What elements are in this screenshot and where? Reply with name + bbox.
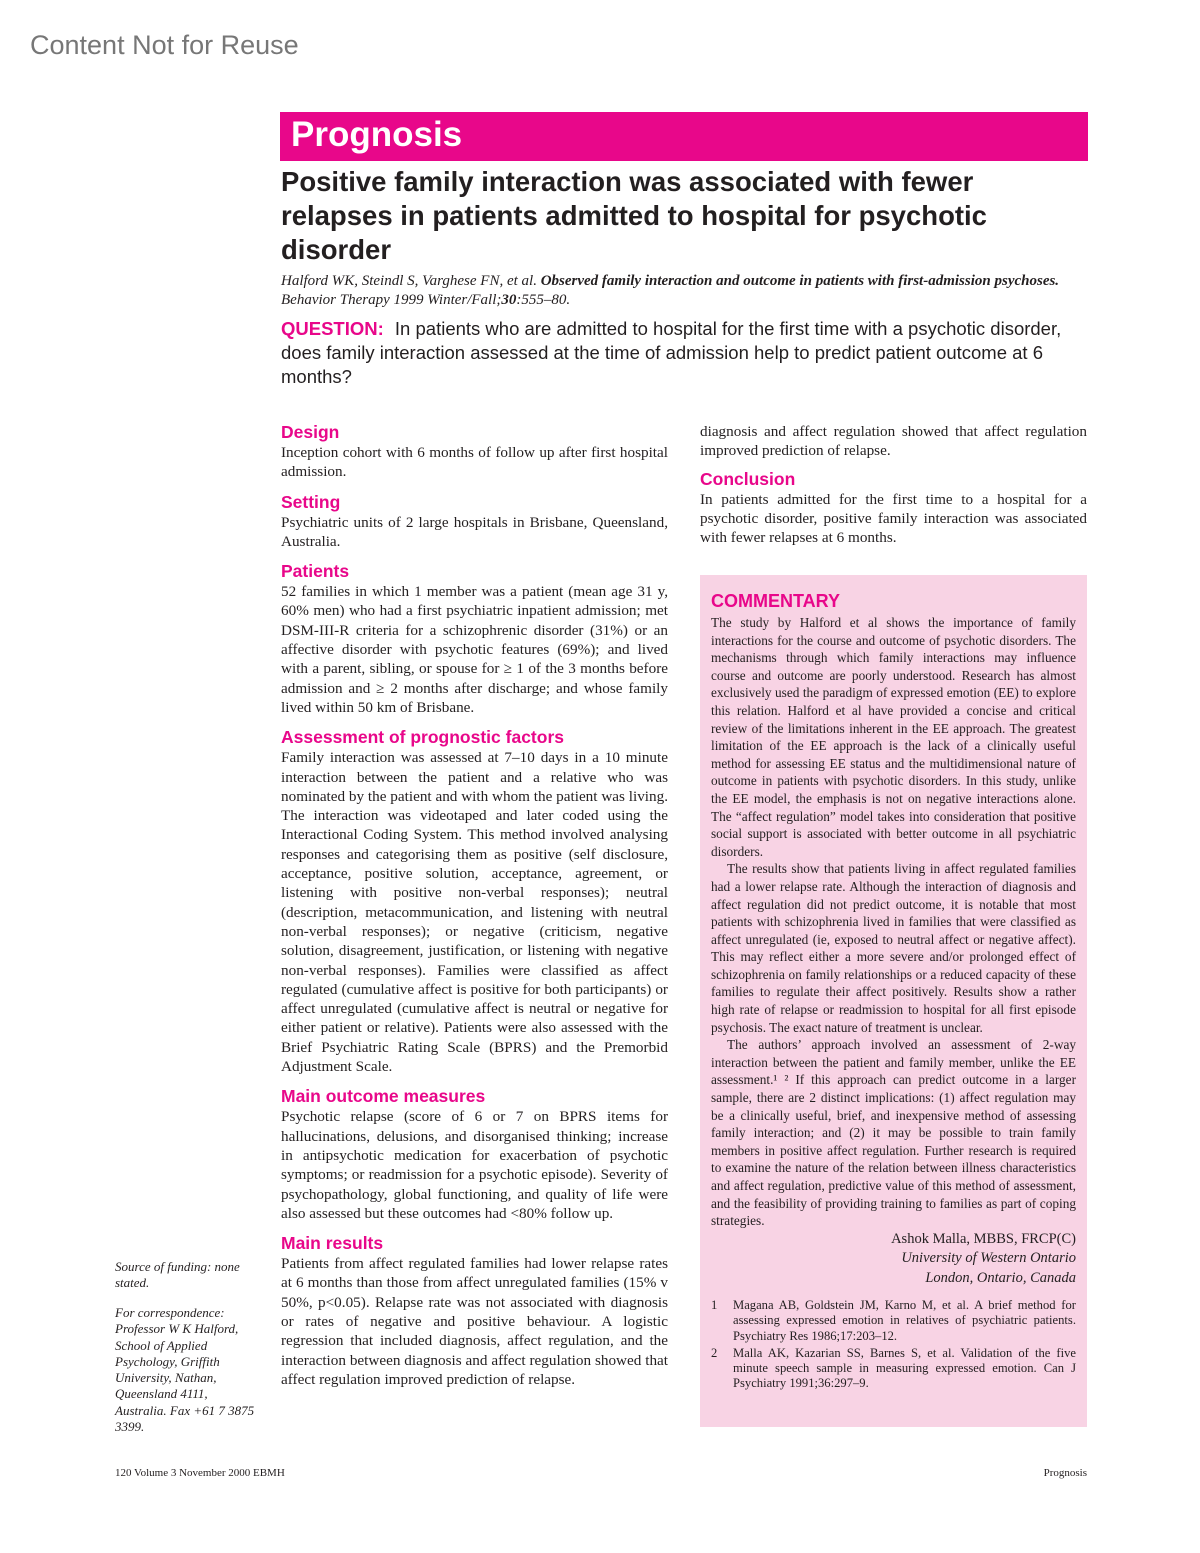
commentary-affiliation: University of Western Ontario [901, 1250, 1076, 1267]
correspondence-note: For correspondence: Professor W K Halford, School of Applied Psychology, Griffith University, Nathan, Queensland 4111, Australia. Fax +61 7 3875 3399. [115, 1305, 255, 1435]
reference-item [711, 1298, 1076, 1344]
reference-text: Malla AK, Kazarian SS, Barnes S, et al. Validation of the five minute speech sample in measuring expressed emotion. Can J Psychiatry 1991;36:297–9. [733, 1345, 1076, 1391]
reference-number: 1 [711, 1298, 718, 1313]
patients-heading: Patients [281, 561, 350, 582]
commentary-paragraph: The results show that patients living in affect regulated families had a lower relapse rate. Although the interaction of diagnosis and affect regulation did not predict outcome, it is notable that most patients with schizophrenia lived in families that were classified as affect unregulated (ie, exposed to neutral affect or negative affect). This may reflect either a more severe and/or prolonged effect of schizophrenia on family relationships or a reduced capacity of these families to regulate their affect positively. Results show a rather high rate of relapse or readmission to hospital for all first episode psychosis. The exact nature of treatment is unclear. [711, 861, 1076, 1035]
design-heading: Design [281, 422, 340, 442]
footer-left: 120 Volume 3 November 2000 EBMH [115, 1467, 285, 1479]
commentary-box [700, 575, 1087, 1427]
funding-note: Source of funding: none stated. [115, 1259, 240, 1291]
question [281, 317, 1081, 389]
conclusion-text: In patients admitted for the first time to a hospital for a psychotic disorder, positive family interaction was associated with fewer relapses at 6 months. [700, 490, 1087, 547]
question-label: QUESTION: [281, 318, 384, 339]
patients-text: 52 families in which 1 member was a patient (mean age 31 y, 60% men) who had a first psychiatric inpatient admission; met DSM-III-R criteria for a schizophrenic disorder (31%) or an affective disorder with psychotic features (69%); and lived with a parent, sibling, or spouse for ≥ 1 of the 3 months before admission and ≥ 2 months after discharge; and whose family lived within 50 km of Brisbane. [281, 583, 668, 716]
results-text: Patients from affect regulated families had lower relapse rates at 6 months than those from affect unregulated families (15% v 50%, p<0.05). Relapse rate was not associated with diagnosis or rates of negative and positive behaviour. A logistic regression that included diagnosis, affect regulation, and the interaction between diagnosis and affect regulation showed that affect regulation improved prediction of relapse. [281, 1255, 668, 1388]
reference-text: Magana AB, Goldstein JM, Karno M, et al. A brief method for assessing expressed emotion in relatives of psychiatric patients. Psychiatry Res 1986;17:203–12. [733, 1298, 1076, 1343]
article-title: Positive family interaction was associated with fewer relapses in patients admitted to hospital for psychotic disorder [281, 166, 987, 265]
citation-pages: :555–80. [516, 292, 571, 308]
outcomes-text: Psychotic relapse (score of 6 or 7 on BPRS items for hallucinations, delusions, and disorganised thinking; increase in antipsychotic medication for exacerbation of psychotic symptoms; or readmission for a psychotic episode). Severity of psychopathology, global functioning, and quality of life were also assessed but these outcomes had <80% follow up. [281, 1108, 668, 1222]
citation-article: Observed family interaction and outcome in patients with first-admission psychoses. [540, 273, 1060, 289]
reference-list [711, 1298, 1076, 1391]
citation-journal: Behavior Therapy 1999 Winter/Fall; [281, 292, 502, 308]
outcomes-heading: Main outcome measures [281, 1086, 486, 1107]
commentary-paragraph: The study by Halford et al shows the importance of family interactions for the course and outcome of psychotic disorders. The mechanisms through which family interactions may influence course and outcome are poorly understood. Research has almost exclusively used the paradigm of expressed emotion (EE) to explore this relation. Halford et al have provided a concise and critical review of the limitations inherent in the EE approach. The greatest limitation of the EE approach is the lack of a clinically useful method for assessing EE status and the multidimensional nature of outcome in patients with psychotic disorders. In this study, unlike the EE model, the emphasis is not on negative interactions alone. The “affect regulation” model takes into consideration that positive social support is associated with better outcome in all psychiatric disorders. [711, 615, 1076, 859]
conclusion-heading: Conclusion [700, 468, 796, 489]
results-heading: Main results [281, 1233, 384, 1254]
commentary-location: London, Ontario, Canada [925, 1269, 1076, 1286]
footer-right: Prognosis [1043, 1467, 1087, 1479]
section-banner-label: Prognosis [291, 115, 463, 154]
commentary-heading: COMMENTARY [711, 591, 840, 611]
setting-heading: Setting [281, 491, 341, 512]
setting-text: Psychiatric units of 2 large hospitals in Brisbane, Queensland, Australia. [281, 513, 668, 550]
right-column [700, 422, 1087, 557]
reference-number: 2 [711, 1345, 718, 1360]
commentary-author: Ashok Malla, MBBS, FRCP(C) [891, 1230, 1076, 1247]
citation-volume: 30 [501, 292, 517, 308]
watermark: Content Not for Reuse [30, 30, 299, 60]
section-banner [280, 112, 1088, 161]
assessment-text: Family interaction was assessed at 7–10 days in a 10 minute interaction between the patient and a relative who was nominated by the patient and with whom the patient was living. The interaction was videotaped and later coded using the Interactional Coding System. This method involved analysing responses and categorising them as positive (self disclosure, acceptance, positive solution, acceptance, agreement, or listening with positive non-verbal responses); neutral (description, metacommunication, and listening with neutral non-verbal responses); or negative (criticism, negative solution, disagreement, justification, or listening with negative non-verbal responses). Families were classified as affect regulated (cumulative affect is positive for both participants) or affect unregulated (cumulative affect is neutral or negative for either patient or relative). Patients were also assessed with the Brief Psychiatric Rating Scale (BPRS) and the Premorbid Adjustment Scale. [281, 749, 668, 1076]
commentary-signature [711, 1230, 1076, 1289]
design-text: Inception cohort with 6 months of follow up after first hospital admission. [281, 444, 668, 481]
citation-authors: Halford WK, Steindl S, Varghese FN, et al. [281, 273, 537, 289]
question-text: In patients who are admitted to hospital for the first time with a psychotic disorder, does family interaction assessed at the time of admission help to predict patient outcome at 6 months? [281, 318, 1062, 387]
results-continued: diagnosis and affect regulation showed that affect regulation improved prediction of relapse. [700, 423, 1087, 460]
citation [281, 272, 1081, 310]
left-column [281, 422, 668, 1388]
assessment-heading: Assessment of prognostic factors [281, 727, 564, 748]
commentary-paragraph: The authors’ approach involved an assessment of 2-way interaction between the patient and family member, unlike the EE assessment.¹ ² If this approach can predict outcome in a larger sample, there are 2 distinct implications: (1) affect regulation may be a clinically useful, brief, and inexpensive method of assessing family interaction; and (2) it may be possible to train family members in positive affect regulation. Further research is required to examine the nature of the relation between illness characteristics and affect regulation, predictive value of this method of assessment, and the feasibility of providing training to families as part of coping strategies. [711, 1037, 1076, 1229]
reference-item [711, 1346, 1076, 1392]
